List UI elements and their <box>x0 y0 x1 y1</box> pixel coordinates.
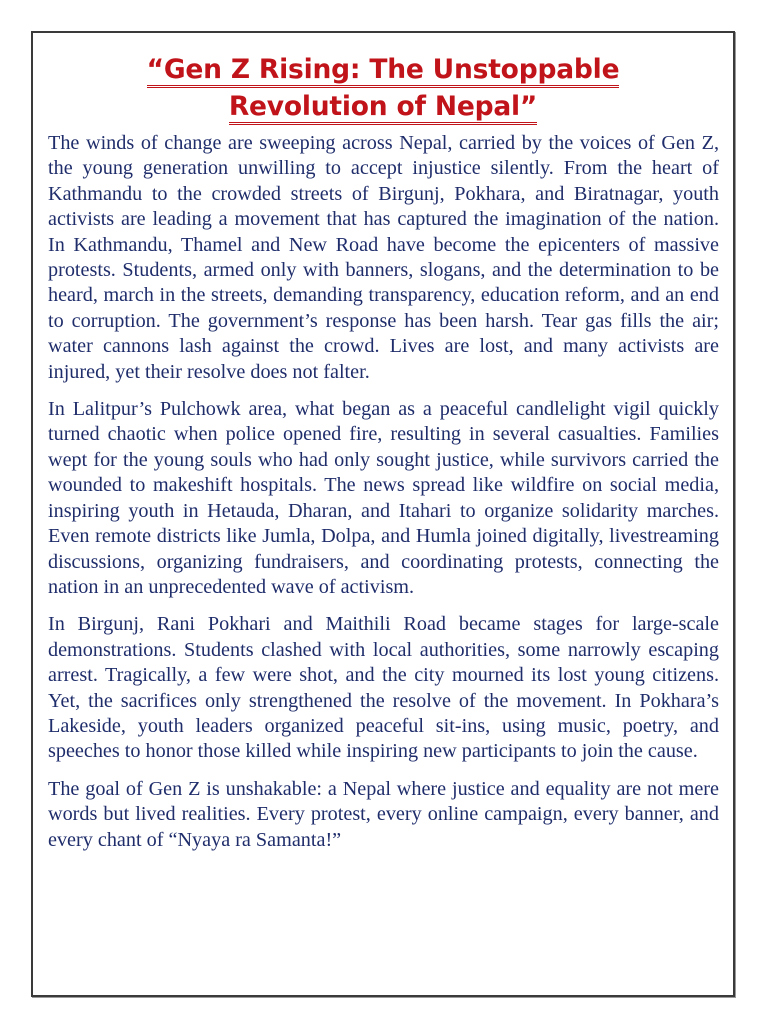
paragraph-3: In Birgunj, Rani Pokhari and Maithili Road became stages for large-scale demonstrations. Students clashed with local authorities, some narrowly escaping arrest. Tragically, a few were shot, and the city mourned its lost young citizens. Yet, the sacrifices only strengthened the resolve of the movement. In Pokhara’s Lakeside, youth leaders organized peaceful sit-ins, using music, poetry, and speeches to honor those killed while inspiring new participants to join the cause. <box>48 613 719 763</box>
article-title <box>33 51 733 125</box>
paragraph-1: The winds of change are sweeping across Nepal, carried by the voices of Gen Z, the young generation unwilling to accept injustice silently. From the heart of Kathmandu to the crowded streets of Birgunj, Pokhara, and Biratnagar, youth activists are leading a movement that has captured the imagination of the nation. In Kathmandu, Thamel and New Road have become the epicenters of massive protests. Students, armed only with banners, slogans, and the determination to be heard, march in the streets, demanding transparency, education reform, and an end to corruption. The government’s response has been harsh. Tear gas fills the air; water cannons lash against the crowd. Lives are lost, and many activists are injured, yet their resolve does not falter. <box>48 132 719 383</box>
page-border <box>31 31 735 997</box>
paragraph-2: In Lalitpur’s Pulchowk area, what began as a peaceful candlelight vigil quickly turned chaotic when police opened fire, resulting in several casualties. Families wept for the young souls who had only sought justice, while survivors carried the wounded to makeshift hospitals. The news spread like wildfire on social media, inspiring youth in Hetauda, Dharan, and Itahari to organize solidarity marches. Even remote districts like Jumla, Dolpa, and Humla joined digitally, livestreaming discussions, organizing fundraisers, and coordinating protests, connecting the nation in an unprecedented wave of activism. <box>48 398 719 598</box>
title-line-1: “Gen Z Rising: The Unstoppable <box>147 54 620 88</box>
paragraph-4: The goal of Gen Z is unshakable: a Nepal where justice and equality are not mere words but lived realities. Every protest, every online campaign, every banner, and every chant of “Nyaya ra Samanta!” <box>48 777 719 851</box>
title-line-2: Revolution of Nepal” <box>229 91 537 125</box>
article-body <box>48 131 719 853</box>
